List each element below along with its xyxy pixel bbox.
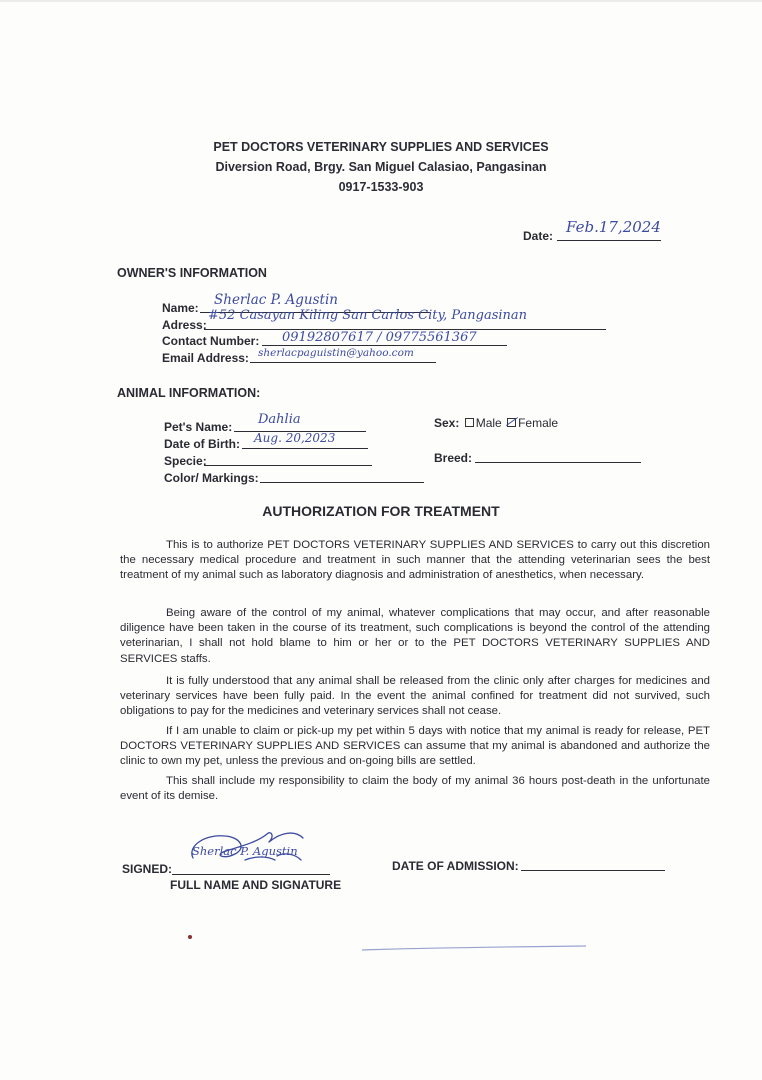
female-option-label: Female xyxy=(518,416,559,430)
pet-name-value: Dahlia xyxy=(258,412,301,427)
email-label: Email Address: xyxy=(162,351,249,365)
scan-top-edge xyxy=(0,0,762,2)
dob-label: Date of Birth: xyxy=(164,437,240,451)
color-line xyxy=(260,482,424,483)
company-address: Diversion Road, Brgy. San Miguel Calasiao, Pangasinan xyxy=(215,160,547,174)
email-line xyxy=(250,362,436,363)
female-checkbox[interactable] xyxy=(507,418,516,427)
signed-label: SIGNED: xyxy=(122,862,173,876)
animal-section-title: ANIMAL INFORMATION: xyxy=(117,386,261,400)
sex-label: Sex: xyxy=(434,416,460,430)
pet-name-label: Pet's Name: xyxy=(164,420,233,434)
breed-label: Breed: xyxy=(434,451,473,465)
scan-mark xyxy=(360,938,590,958)
owner-contact-value: 09192807617 / 09775561367 xyxy=(282,330,477,345)
admission-line xyxy=(521,870,665,871)
owner-email-value: sherlacpaguistin@yahoo.com xyxy=(258,347,414,359)
male-option-label: Male xyxy=(475,416,502,430)
company-phone: 0917-1533-903 xyxy=(338,180,424,194)
male-checkbox[interactable] xyxy=(465,418,474,427)
signature-caption: FULL NAME AND SIGNATURE xyxy=(170,878,342,892)
authorization-paragraph-2: Being aware of the control of my animal, whatever complications that may occur, and after reasonable diligence have been taken in the course of its treatment, such complications is beyond the control of the attending veterinarian, I shall not hold blame to him or her or to the PET DOCTORS VETERINARY SUPPLIES AND SERVICES staffs. xyxy=(120,607,710,665)
dob-line xyxy=(242,448,368,449)
authorization-paragraph-5: This shall include my responsibility to claim the body of my animal 36 hours post-death in the unfortunate event of its demise. xyxy=(120,775,710,803)
specie-label: Specie: xyxy=(164,454,207,468)
breed-line xyxy=(475,462,641,463)
company-name: PET DOCTORS VETERINARY SUPPLIES AND SERVICES xyxy=(213,140,549,154)
owner-address-value: #52 Casayan Kiling San Carlos City, Pangasinan xyxy=(208,308,528,323)
authorization-paragraph-3: It is fully understood that any animal shall be released from the clinic only after charges for medicines and veterinary services have been fully paid. In the event the animal confined for treatment did not survived, such obligations to pay for the medicines and veterinary services shall not cease. xyxy=(120,675,710,718)
address-label: Adress: xyxy=(162,318,207,332)
dob-value: Aug. 20,2023 xyxy=(254,431,336,445)
date-line xyxy=(557,240,661,241)
ink-dot xyxy=(188,935,192,939)
date-value: Feb.17,2024 xyxy=(566,218,661,236)
date-label: Date: xyxy=(523,229,554,243)
authorization-paragraph-1: This is to authorize PET DOCTORS VETERINARY SUPPLIES AND SERVICES to carry out this discretion the necessary medical procedure and treatment in such manner that the attending veterinarian sees the best treatment of my animal such as laboratory diagnosis and administration of anesthetics, when necessary. xyxy=(120,539,710,582)
authorization-title: AUTHORIZATION FOR TREATMENT xyxy=(262,503,500,519)
admission-label: DATE OF ADMISSION: xyxy=(392,859,519,873)
signature-name-text: Sherlac P. Agustin xyxy=(192,844,298,858)
color-label: Color/ Markings: xyxy=(164,471,259,485)
sex-field xyxy=(434,416,558,430)
authorization-paragraph-4: If I am unable to claim or pick-up my pet within 5 days with notice that my animal is ready for release, PET DOCTORS VETERINARY SUPPLIES AND SERVICES can assume that my animal is abandoned and authorize the clinic to own my pet, unless the previous and on-going bills are settled. xyxy=(120,725,710,768)
owner-name-value: Sherlac P. Agustin xyxy=(214,292,338,308)
name-label: Name: xyxy=(162,301,199,315)
owner-section-title: OWNER'S INFORMATION xyxy=(117,266,267,280)
contact-label: Contact Number: xyxy=(162,334,260,348)
specie-line xyxy=(204,465,372,466)
contact-line xyxy=(262,345,507,346)
